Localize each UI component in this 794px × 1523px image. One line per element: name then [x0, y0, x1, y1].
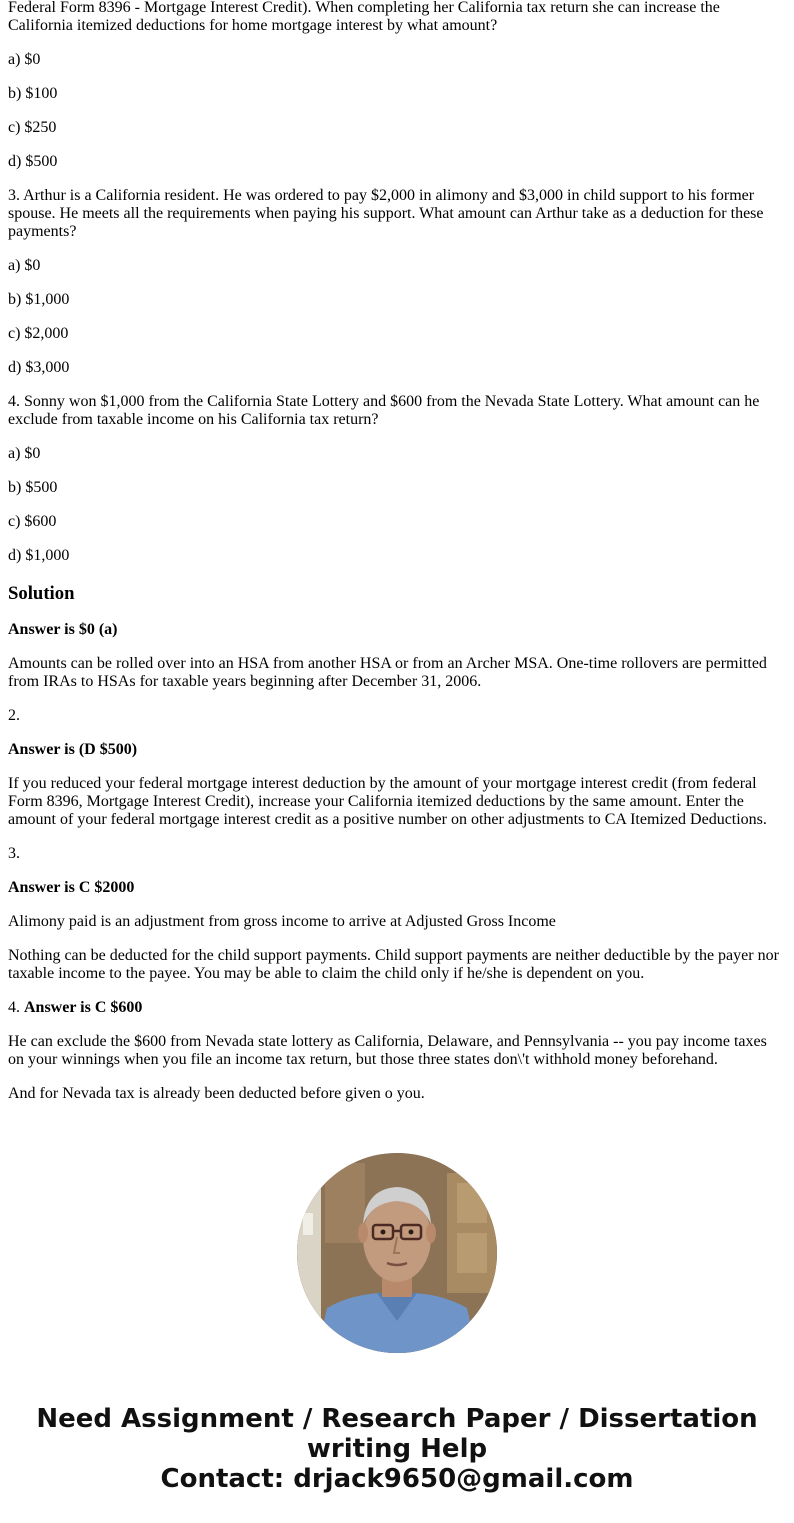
promo-line-1: Need Assignment / Research Paper / Dissertation: [36, 1404, 758, 1434]
answer-1-text: Answer is $0 (a): [8, 621, 118, 638]
question3-option-d: d) $3,000: [8, 359, 70, 376]
question4-option-d: d) $1,000: [8, 547, 70, 564]
explanation-4b: And for Nevada tax is already been deducted before given o you.: [8, 1085, 425, 1102]
promo-banner: [0, 1404, 794, 1494]
explanation-3b: Nothing can be deducted for the child support payments. Child support payments are neither deductible by the payer nor taxable income to the payee. You may be able to claim the child only if he/she is dependent on you.: [8, 947, 779, 982]
question3-option-b: b) $1,000: [8, 291, 70, 308]
question3-option-a: a) $0: [8, 257, 41, 274]
answer-4: [8, 999, 780, 1017]
answer-2-text: Answer is (D $500): [8, 741, 138, 758]
answer-2-number: 2.: [8, 707, 20, 724]
answer-4-text: Answer is C $600: [24, 999, 143, 1016]
question2-partial-text: Federal Form 8396 - Mortgage Interest Credit). When completing her California tax return she can increase the California itemized deductions for home mortgage interest by what amount?: [8, 0, 720, 34]
answer-3: [8, 879, 780, 897]
explanation-3a: Alimony paid is an adjustment from gross income to arrive at Adjusted Gross Income: [8, 913, 556, 930]
document-content: [8, 0, 780, 1119]
question4-text: 4. Sonny won $1,000 from the California State Lottery and $600 from the Nevada State Lottery. What amount can he exclude from taxable income on his California tax return?: [8, 393, 760, 428]
answer-3-number: 3.: [8, 845, 20, 862]
question3-text: 3. Arthur is a California resident. He was ordered to pay $2,000 in alimony and $3,000 in child support to his former spouse. He meets all the requirements when paying his support. What amount can Arthur take as a deduction for these payments?: [8, 187, 764, 240]
explanation-1: Amounts can be rolled over into an HSA from another HSA or from an Archer MSA. One-time rollovers are permitted from IRAs to HSAs for taxable years beginning after December 31, 2006.: [8, 655, 767, 690]
answer-4-number: 4.: [8, 999, 20, 1016]
solution-heading: Solution: [8, 583, 75, 604]
answer-2: [8, 741, 780, 759]
promo-contact: Contact: drjack9650@gmail.com: [160, 1464, 634, 1494]
explanation-2: If you reduced your federal mortgage interest deduction by the amount of your mortgage interest credit (from federal Form 8396, Mortgage Interest Credit), increase your California itemized deductions by the same amount. Enter the amount of your federal mortgage interest credit as a positive number on other adjustments to CA Itemized Deductions.: [8, 775, 767, 828]
question2-option-c: c) $250: [8, 119, 57, 136]
question2-option-d: d) $500: [8, 153, 58, 170]
question4-option-c: c) $600: [8, 513, 57, 530]
question2-option-b: b) $100: [8, 85, 58, 102]
author-portrait-icon: [297, 1153, 497, 1353]
question4-option-b: b) $500: [8, 479, 58, 496]
question3-option-c: c) $2,000: [8, 325, 69, 342]
answer-3-text: Answer is C $2000: [8, 879, 135, 896]
question2-option-a: a) $0: [8, 51, 41, 68]
question4-option-a: a) $0: [8, 445, 41, 462]
explanation-4a: He can exclude the $600 from Nevada state lottery as California, Delaware, and Pennsylvania -- you pay income taxes on your winnings when you file an income tax return, but those three states don\'t withhold money beforehand.: [8, 1033, 767, 1068]
answer-1: [8, 621, 780, 639]
promo-line-2: writing Help: [306, 1434, 488, 1464]
author-avatar: [297, 1153, 497, 1353]
